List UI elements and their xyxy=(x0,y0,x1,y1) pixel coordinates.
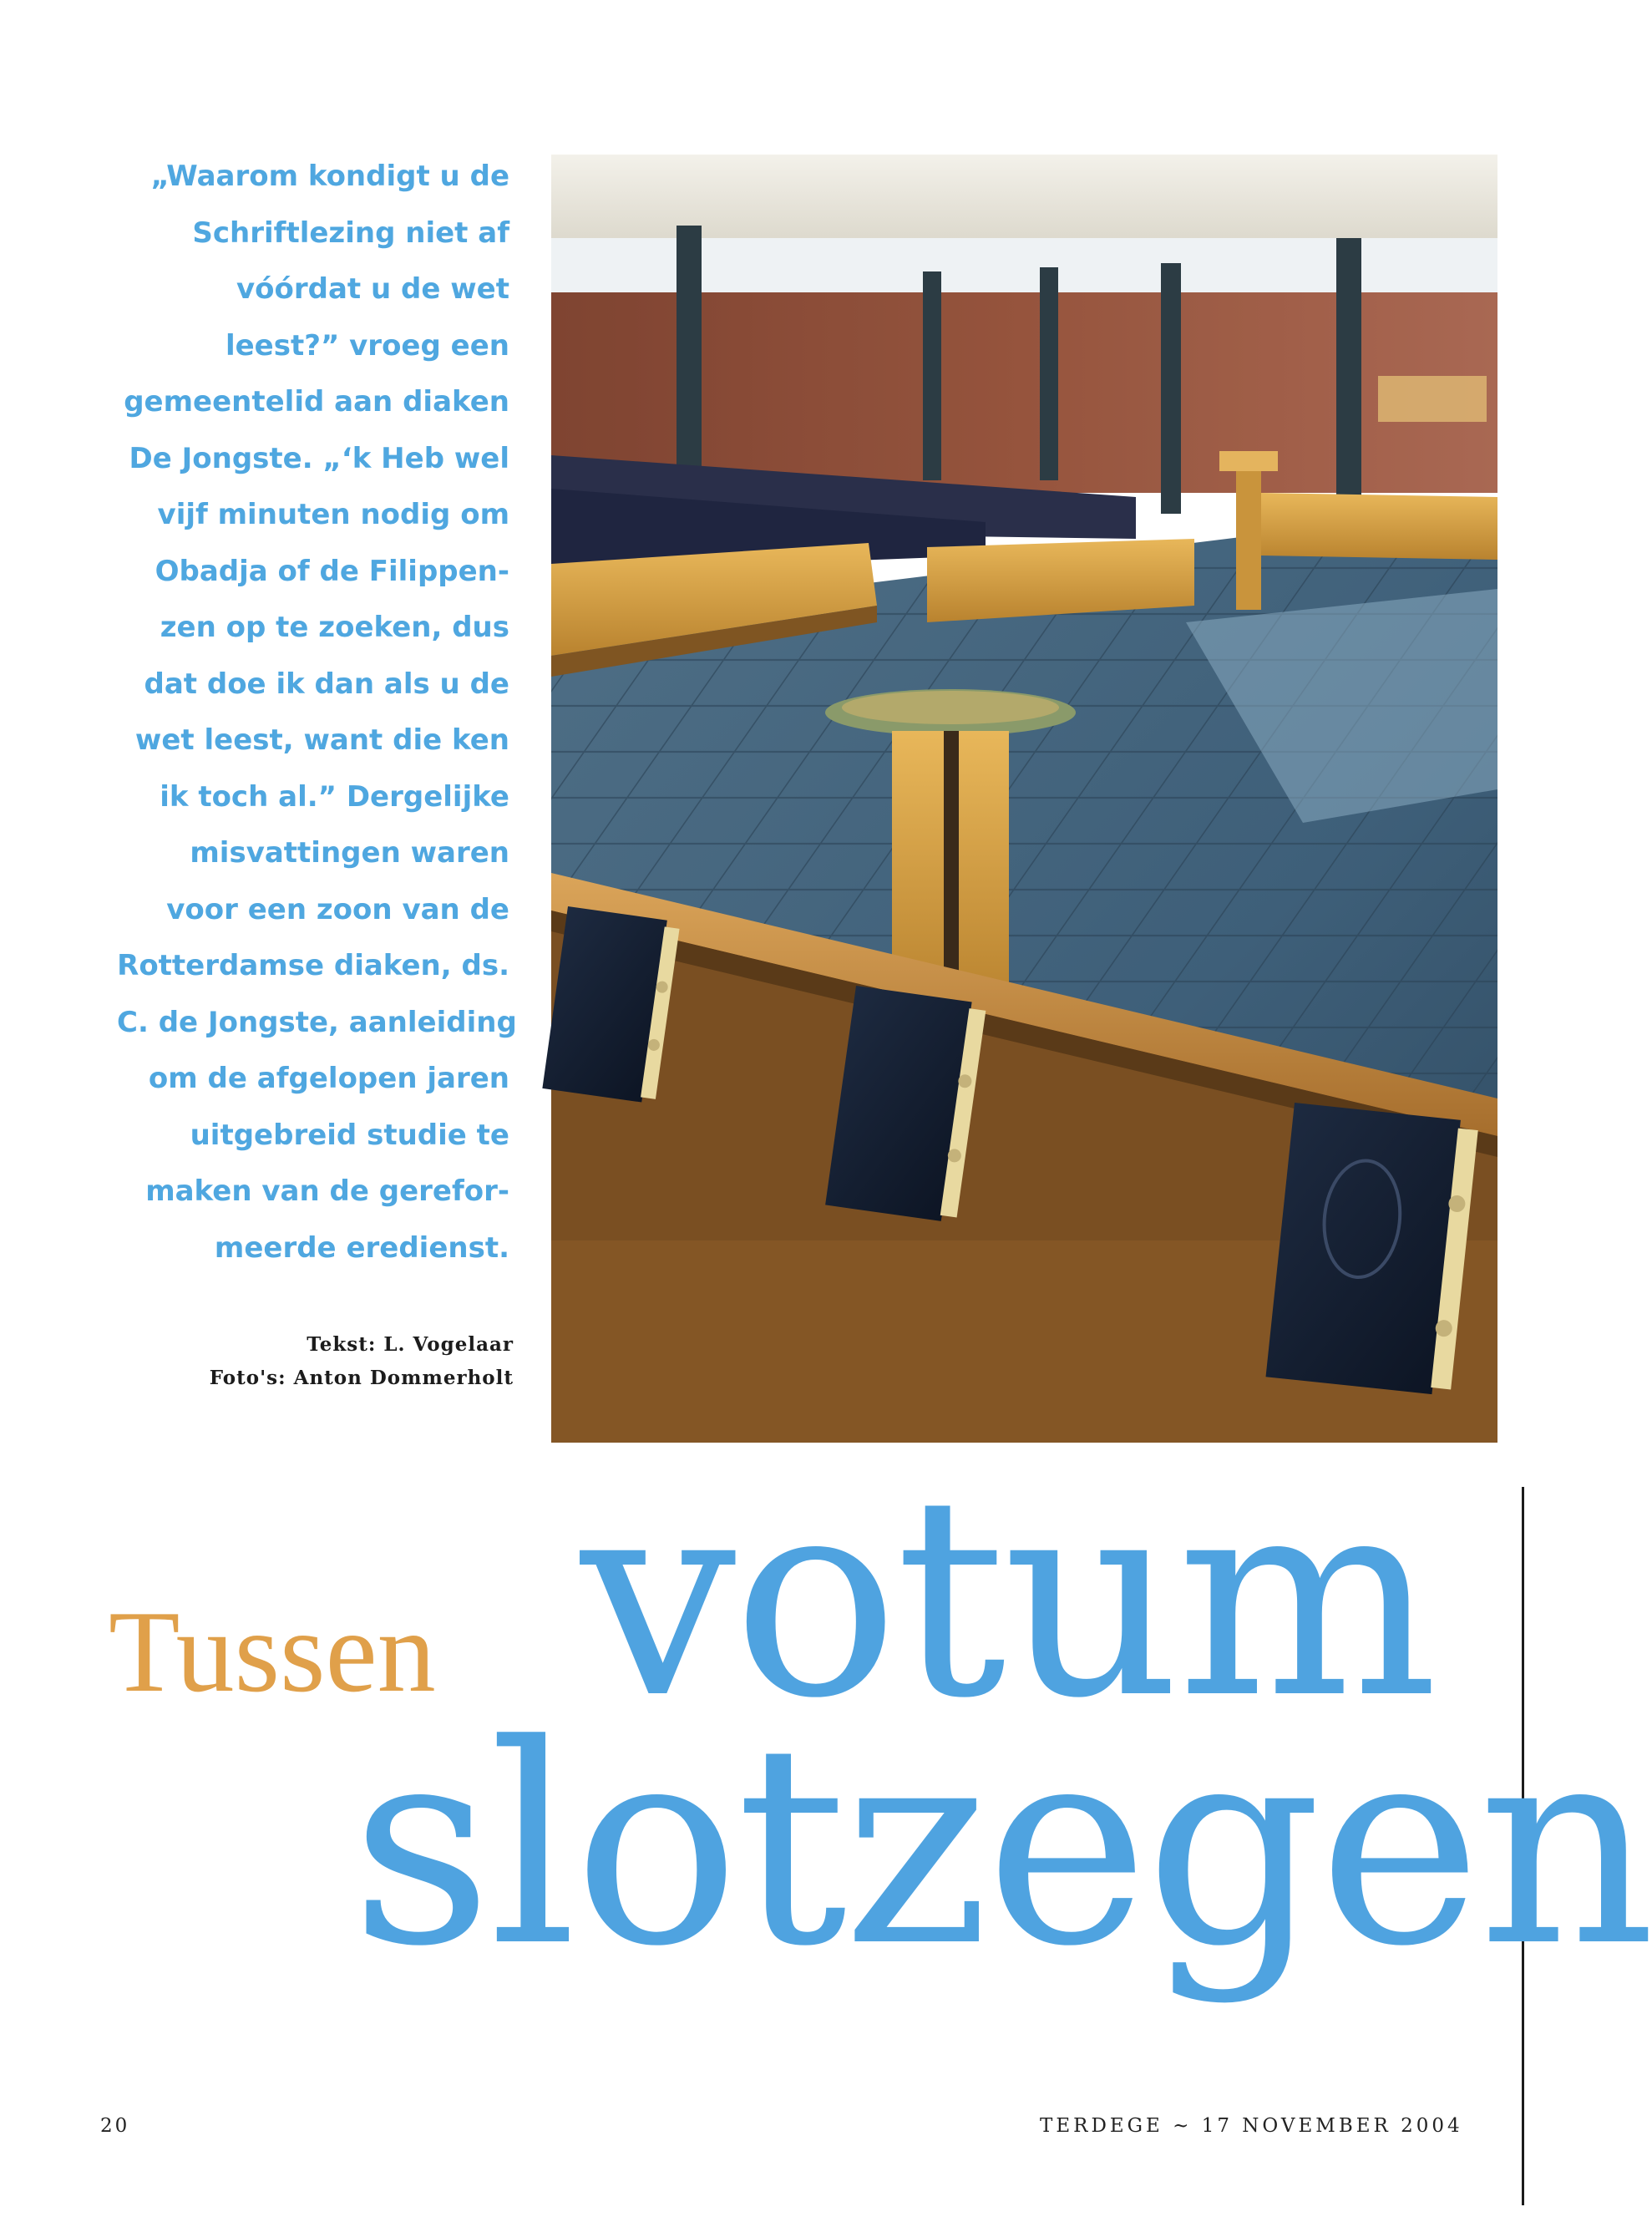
intro-line: uitgebreid studie te xyxy=(190,1118,509,1152)
church-interior-photo xyxy=(551,155,1497,1443)
page-number: 20 xyxy=(100,2115,130,2137)
intro-line: De Jongste. „‘k Heb wel xyxy=(129,441,509,475)
title-tussen: Tussen xyxy=(109,1587,436,1717)
intro-line: voor een zoon van de xyxy=(166,892,509,926)
intro-line: Rotterdamse diaken, ds. xyxy=(117,949,509,982)
intro-line: misvattingen waren xyxy=(190,836,509,870)
intro-line: vóórdat u de wet xyxy=(236,272,509,306)
intro-line: Schriftlezing niet af xyxy=(192,216,509,250)
title-votum: votum xyxy=(580,1438,1436,1758)
intro-line: om de afgelopen jaren xyxy=(148,1062,509,1095)
intro-line: meerde eredienst. xyxy=(214,1230,509,1265)
intro-line: zen op te zoeken, dus xyxy=(160,611,509,644)
credits xyxy=(125,1328,514,1395)
intro-line: ik toch al.” Dergelijke xyxy=(160,779,509,814)
intro-line: Obadja of de Filippen- xyxy=(155,554,509,588)
text-credit: Tekst: L. Vogelaar xyxy=(307,1333,514,1356)
title-slotzegen: slotzegen xyxy=(351,1686,1652,2006)
intro-line: maken van de gerefor- xyxy=(145,1174,509,1208)
intro-line: C. de Jongste, aanleiding xyxy=(117,1005,517,1039)
intro-line: leest?” vroeg een xyxy=(225,328,509,363)
intro-line: vijf minuten nodig om xyxy=(157,498,509,531)
photo-credit: Foto's: Anton Dommerholt xyxy=(209,1367,514,1389)
intro-line: gemeentelid aan diaken xyxy=(124,385,509,419)
intro-line: dat doe ik dan als u de xyxy=(144,667,509,701)
intro-paragraph xyxy=(117,149,517,1276)
running-footer: TERDEGE ~ 17 NOVEMBER 2004 xyxy=(1040,2115,1463,2137)
intro-line: wet leest, want die ken xyxy=(134,723,509,757)
title-clip xyxy=(0,1420,1652,2130)
intro-line: „Waarom kondigt u de xyxy=(150,160,509,193)
